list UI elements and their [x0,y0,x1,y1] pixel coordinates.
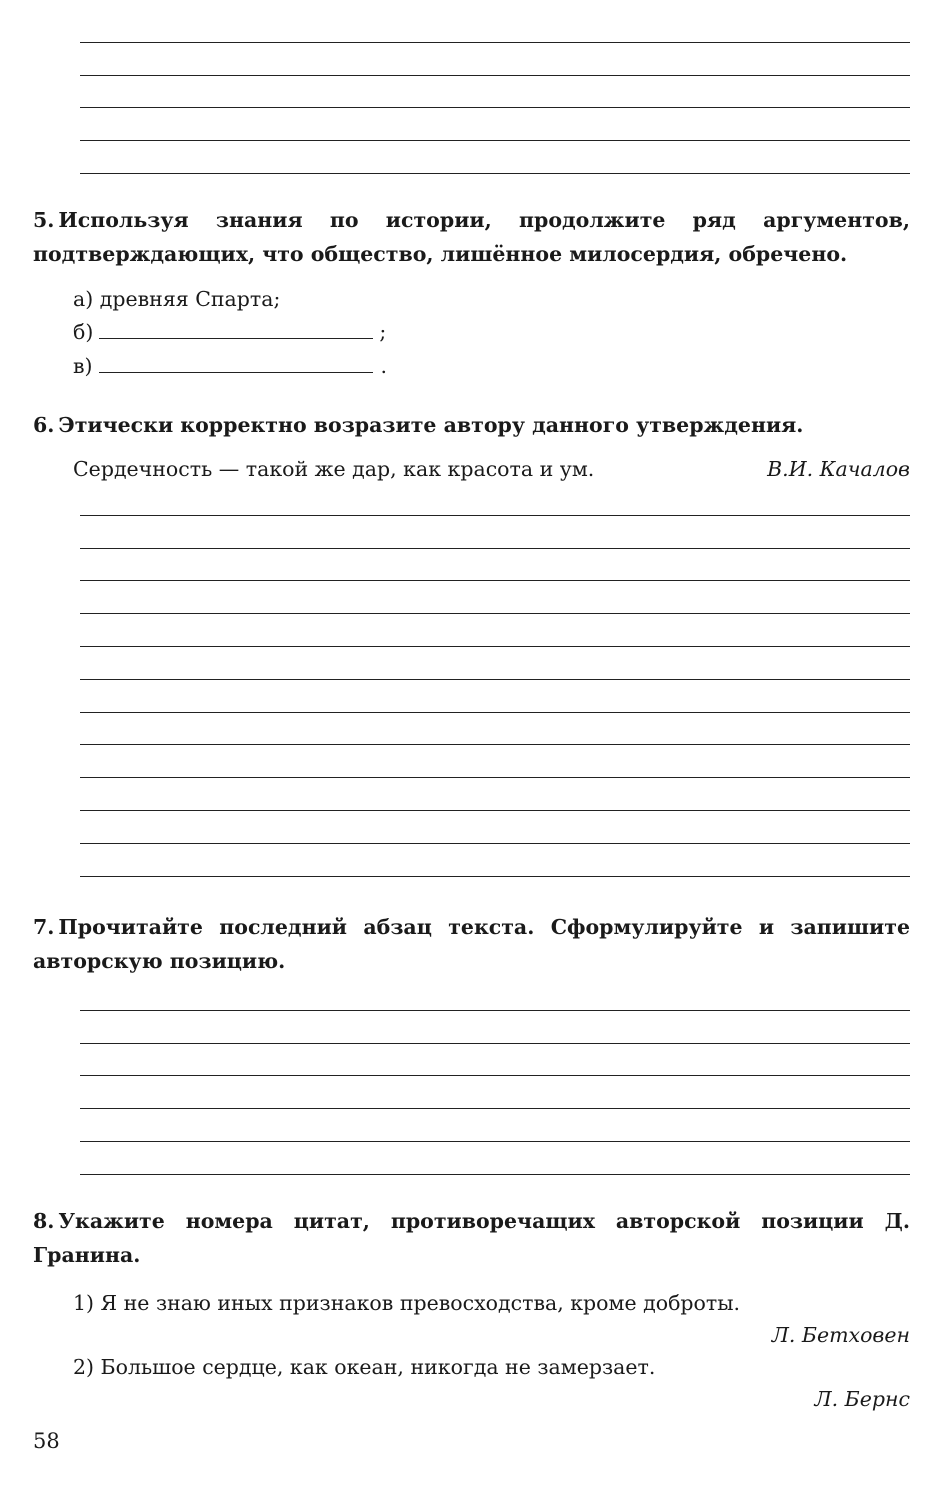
task-6-text: Этически корректно возразите автору данного утверждения. [58,413,804,437]
answer-b-label: б) [73,320,94,344]
answer-line[interactable] [80,483,910,516]
answer-line[interactable] [80,647,910,680]
answer-line[interactable] [80,1011,910,1044]
answer-line[interactable] [80,745,910,778]
task-8-author-2: Л. Бернс [814,1387,910,1411]
answer-c-label: в) [73,354,93,378]
task-7-text: Прочитайте последний абзац текста. Сформулируйте и запишите авторскую позицию. [33,915,910,973]
answer-line[interactable] [80,1109,910,1142]
answer-c-blank[interactable] [99,350,373,373]
answer-line[interactable] [80,76,910,109]
answer-b-end: ; [379,320,387,344]
page-number: 58 [33,1429,60,1453]
answer-line[interactable] [80,778,910,811]
answer-c-end: . [380,354,388,378]
answer-line[interactable] [80,1044,910,1077]
answer-line[interactable] [80,811,910,844]
task-8-text: Укажите номера цитат, противоречащих авторской позиции Д. Гранина. [33,1209,910,1267]
answer-line[interactable] [80,1076,910,1109]
task-5-text: Используя знания по истории, продолжите ряд аргументов, подтверждающих, что общество, лишённое милосердия, обречено. [33,208,910,266]
task-7-number: 7. [33,915,55,939]
task-6-prompt [33,408,910,442]
task-5-prompt [33,203,910,271]
answer-line[interactable] [80,43,910,76]
task-5-answer-a [73,284,280,314]
task-8-author-1: Л. Бетховен [771,1323,910,1347]
answer-line[interactable] [80,10,910,43]
task-8-quote-2: 2) Большое сердце, как океан, никогда не замерзает. [73,1355,656,1379]
task-6-answer-lines [80,483,910,877]
answer-a-label: а) древняя Спарта; [73,287,281,311]
answer-line[interactable] [80,978,910,1011]
answer-line[interactable] [80,680,910,713]
task-5-number: 5. [33,208,55,232]
answer-line[interactable] [80,713,910,746]
task-6-author: В.И. Качалов [767,457,910,481]
task-8-number: 8. [33,1209,55,1233]
answer-line[interactable] [80,581,910,614]
task-5-answer-b [73,316,386,347]
task-7-answer-lines [80,978,910,1175]
answer-line[interactable] [80,141,910,174]
answer-line[interactable] [80,516,910,549]
answer-line[interactable] [80,614,910,647]
task-6-quote: Сердечность — такой же дар, как красота и ум. [73,457,595,481]
task-8-quote-1: 1) Я не знаю иных признаков превосходства, кроме доброты. [73,1291,741,1315]
answer-line[interactable] [80,1142,910,1175]
answer-line[interactable] [80,844,910,877]
task-7-prompt [33,910,910,978]
answer-lines-previous [80,10,910,174]
task-6-number: 6. [33,413,55,437]
answer-line[interactable] [80,108,910,141]
answer-line[interactable] [80,549,910,582]
task-8-prompt [33,1204,910,1272]
answer-b-blank[interactable] [99,316,373,339]
task-5-answer-c [73,350,387,381]
